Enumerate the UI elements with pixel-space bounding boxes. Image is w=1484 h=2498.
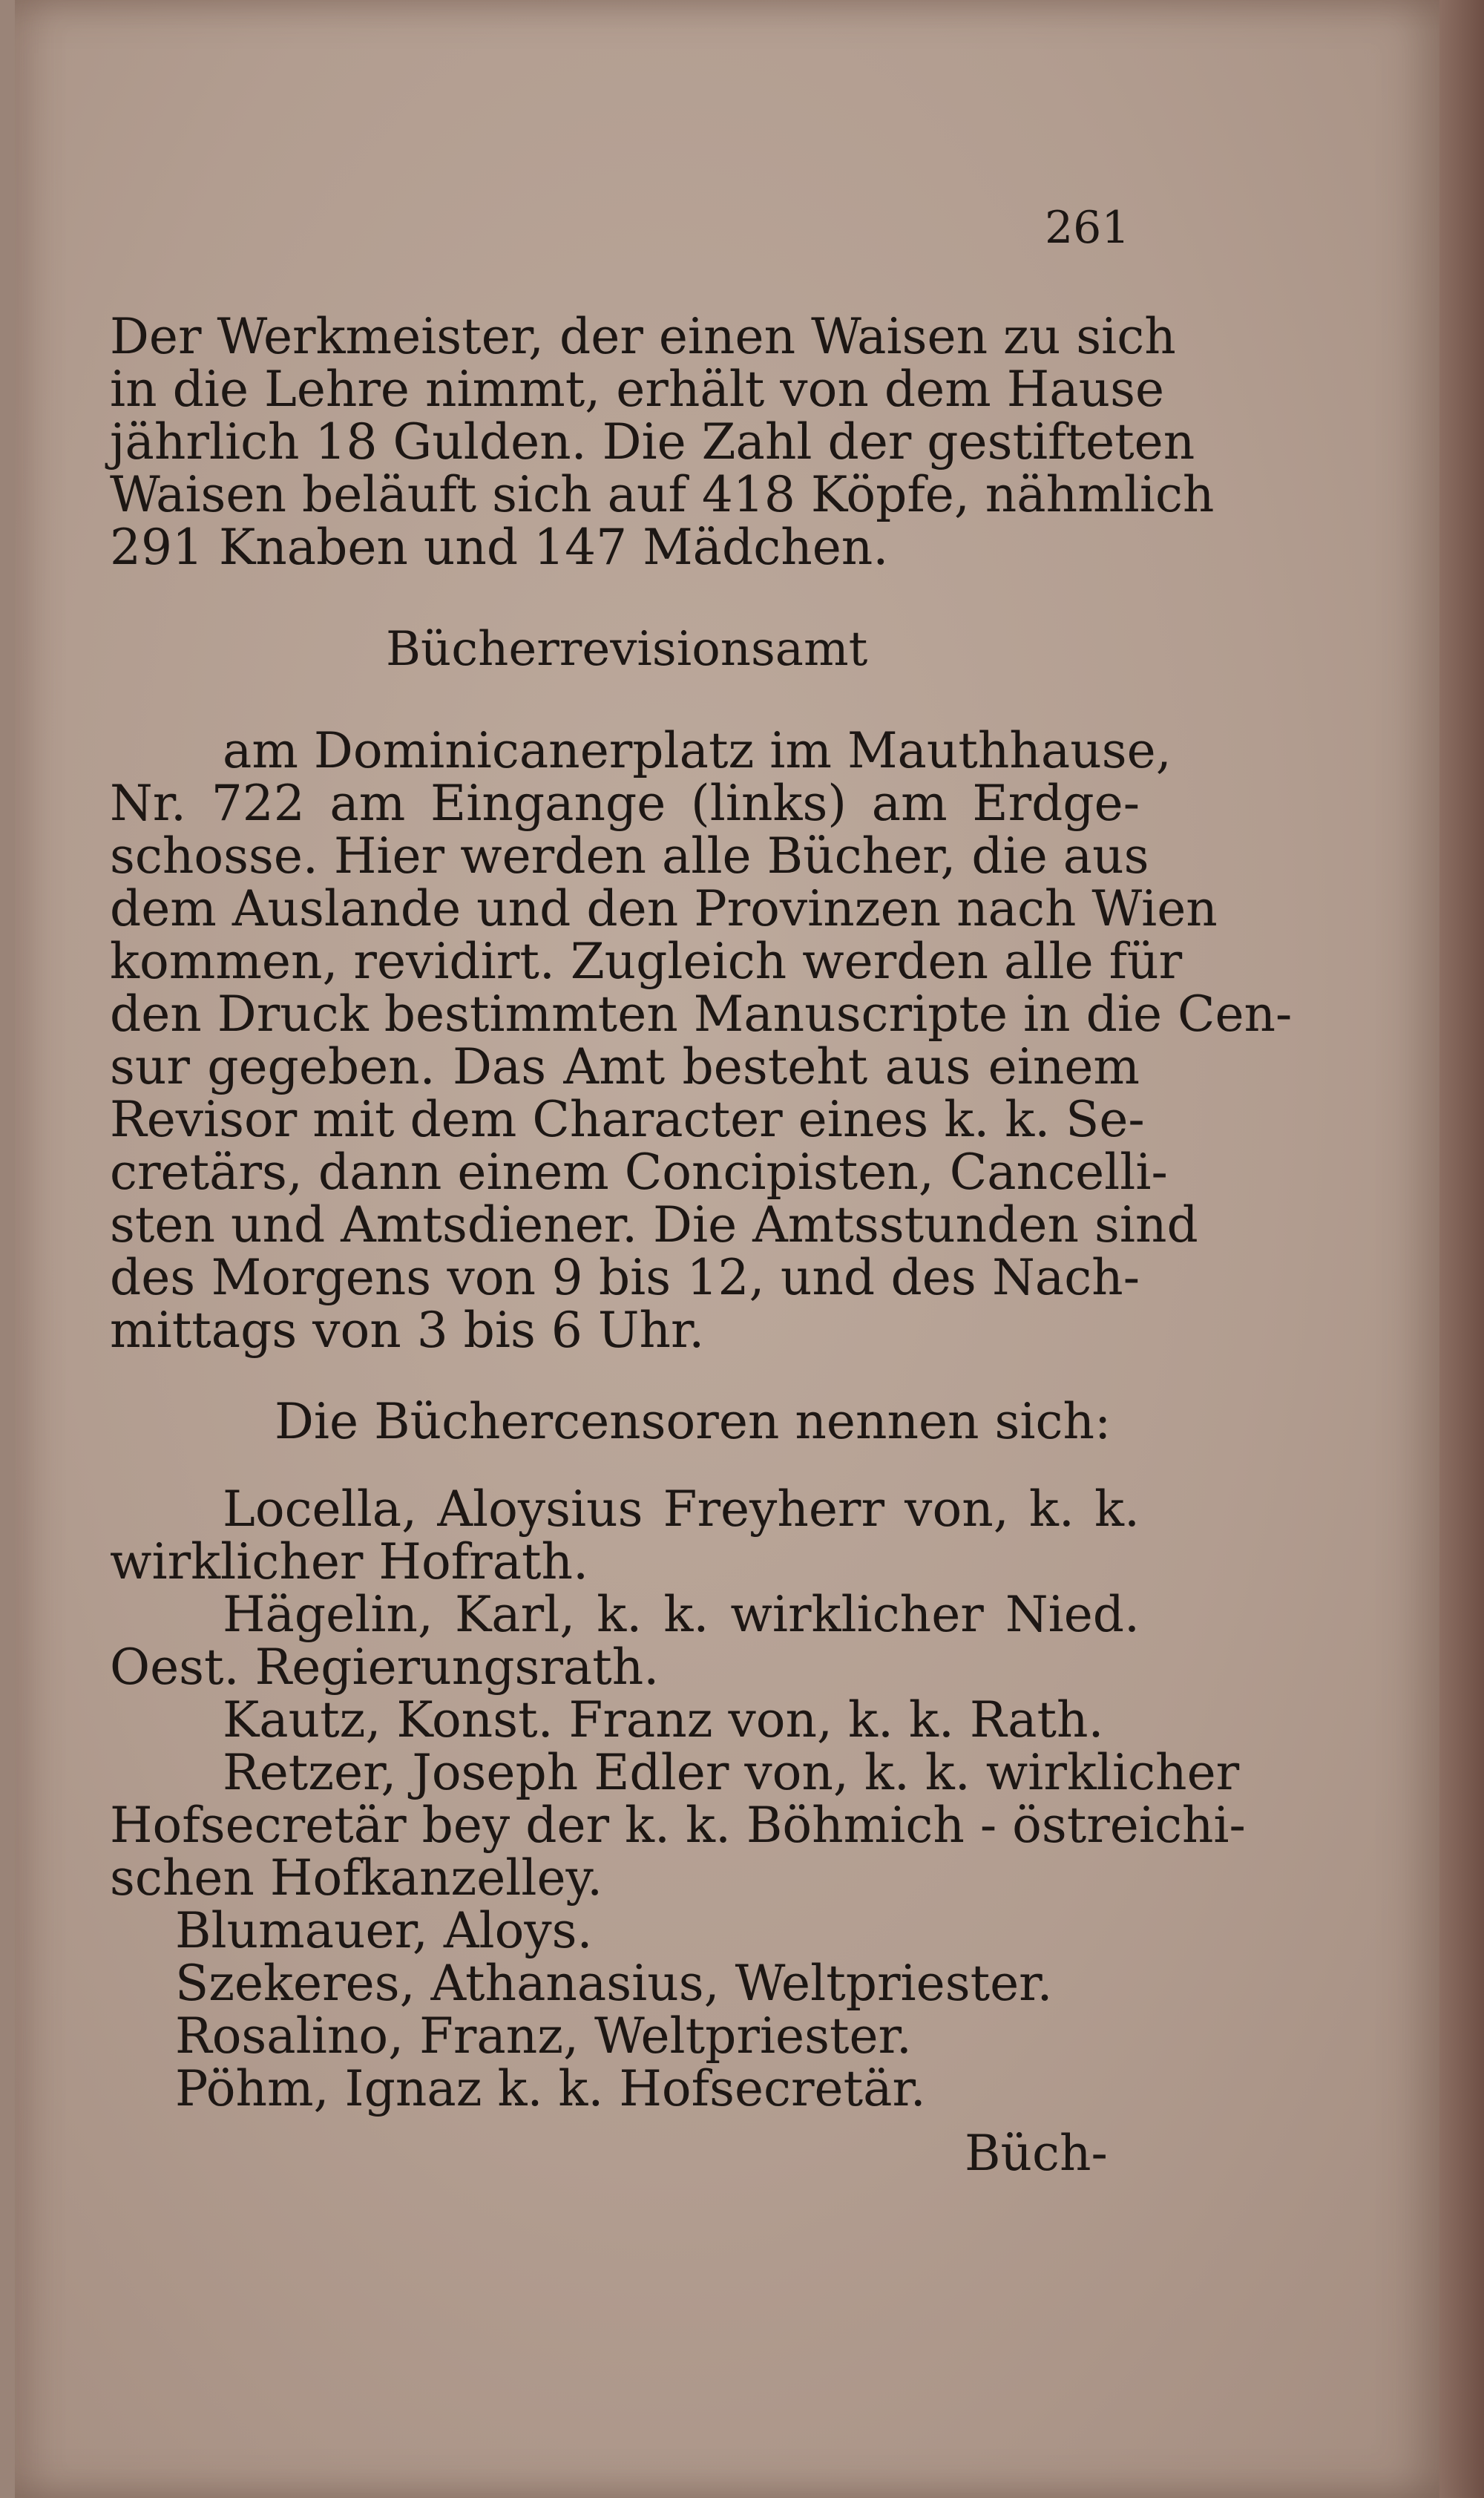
paragraph2-line-1: am Dominicanerplatz im Mauthhause,: [223, 722, 1172, 779]
censor-line-9: Blumauer, Aloys.: [175, 1902, 593, 1959]
censor-line-11: Rosalino, Franz, Weltpriester.: [175, 2007, 912, 2065]
censor-line-7: Hofsecretär bey der k. k. Böhmich - östreichi-: [110, 1797, 1246, 1854]
paragraph1-line-3: jährlich 18 Gulden. Die Zahl der gestifteten: [110, 413, 1195, 471]
paragraph2-line-5: kommen, revidirt. Zugleich werden alle für: [110, 933, 1183, 990]
catchword: Büch-: [965, 2125, 1108, 2182]
censor-line-6: Retzer, Joseph Edler von, k. k. wirklicher: [223, 1744, 1240, 1801]
paragraph2-line-4: dem Auslande und den Provinzen nach Wien: [110, 880, 1218, 937]
paragraph2-line-9: cretärs, dann einem Concipisten, Cancelli-: [110, 1144, 1168, 1201]
censor-line-10: Szekeres, Athanasius, Weltpriester.: [175, 1955, 1053, 2012]
censor-line-1: Locella, Aloysius Freyherr von, k. k.: [223, 1481, 1140, 1538]
paragraph1-line-2: in die Lehre nimmt, erhält von dem Hause: [110, 361, 1165, 418]
paragraph2-line-8: Revisor mit dem Character eines k. k. Se-: [110, 1091, 1145, 1148]
section-heading: Bücherrevisionsamt: [386, 622, 868, 677]
paragraph2-line-7: sur gegeben. Das Amt besteht aus einem: [110, 1038, 1140, 1095]
censor-line-8: schen Hofkanzelley.: [110, 1849, 603, 1907]
page-edge: [1439, 0, 1484, 2498]
paragraph2-line-12: mittags von 3 bis 6 Uhr.: [110, 1302, 705, 1359]
paragraph1-line-1: Der Werkmeister, der einen Waisen zu sich: [110, 308, 1176, 365]
paragraph1-line-4: Waisen beläuft sich auf 418 Köpfe, nähmlich: [110, 466, 1215, 523]
censor-line-4: Oest. Regierungsrath.: [110, 1639, 660, 1696]
page-number: 261: [1045, 202, 1130, 254]
censor-line-5: Kautz, Konst. Franz von, k. k. Rath.: [223, 1691, 1104, 1748]
censors-heading: Die Büchercensoren nennen sich:: [275, 1393, 1112, 1450]
censor-line-3: Hägelin, Karl, k. k. wirklicher Nied.: [223, 1586, 1140, 1643]
paragraph2-line-10: sten und Amtsdiener. Die Amtsstunden sind: [110, 1196, 1198, 1253]
censor-line-2: wirklicher Hofrath.: [110, 1533, 589, 1590]
paragraph1-line-5: 291 Knaben und 147 Mädchen.: [110, 519, 889, 576]
paragraph2-line-11: des Morgens von 9 bis 12, und des Nach-: [110, 1249, 1140, 1306]
paragraph2-line-2: Nr. 722 am Eingange (links) am Erdge-: [110, 775, 1140, 832]
censor-line-12: Pöhm, Ignaz k. k. Hofsecretär.: [175, 2060, 926, 2117]
paragraph2-line-6: den Druck bestimmten Manuscripte in die Cen-: [110, 986, 1293, 1043]
paragraph2-line-3: schosse. Hier werden alle Bücher, die aus: [110, 827, 1149, 885]
